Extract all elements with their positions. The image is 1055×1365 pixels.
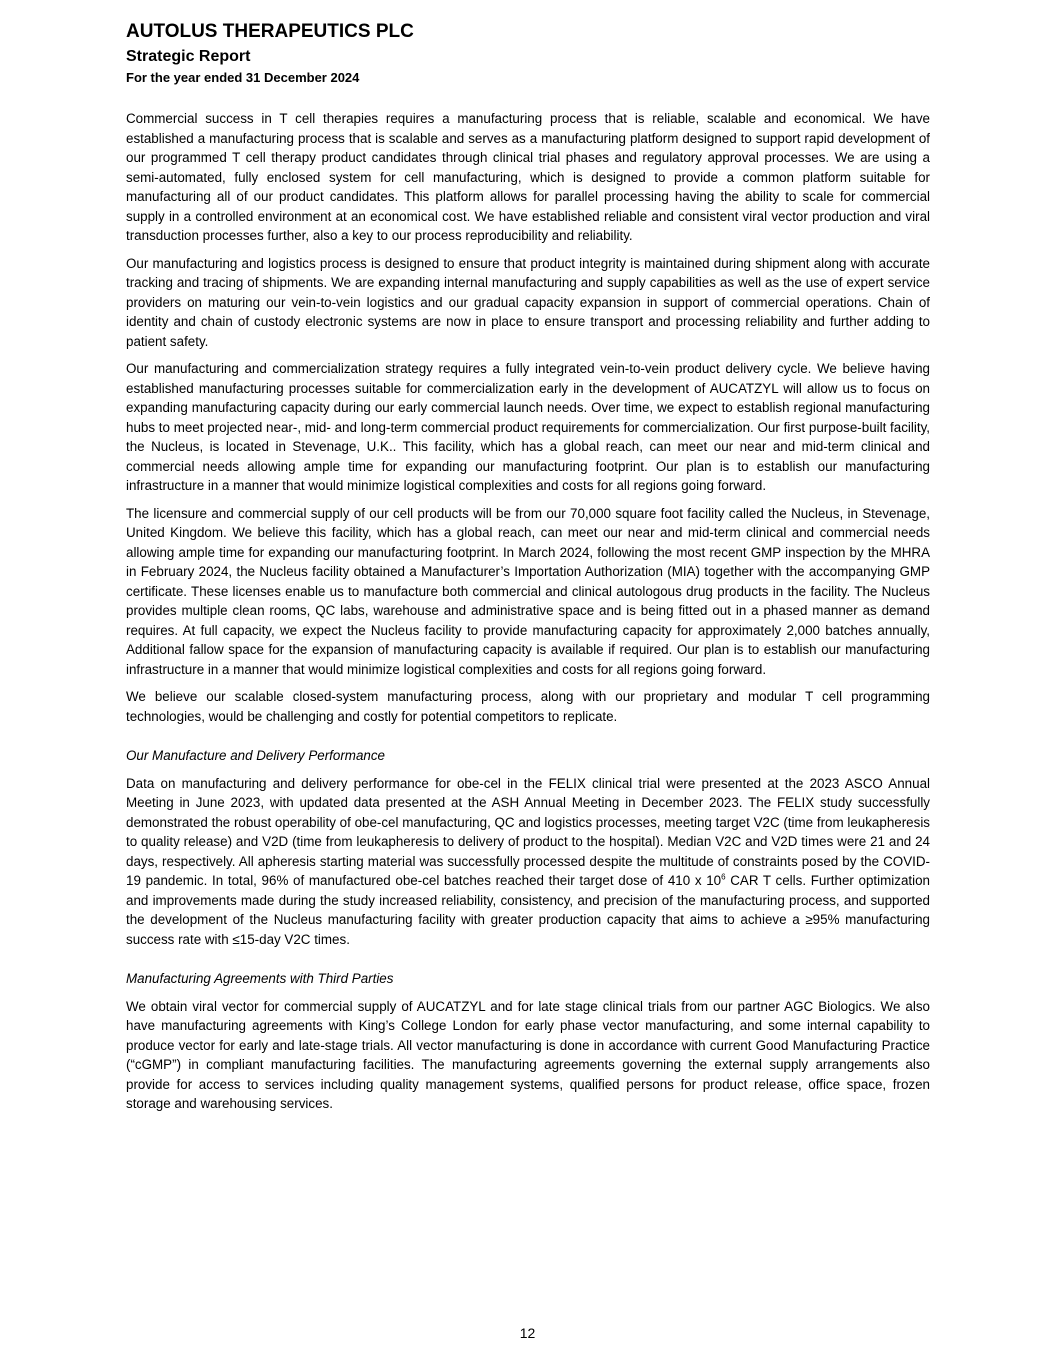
report-page (126, 20, 930, 1122)
paragraph-performance (126, 774, 930, 950)
paragraph-nucleus-facility: The licensure and commercial supply of our cell products will be from our 70,000 square foot facility called the Nucleus, in Stevenage, United Kingdom. We believe this facility, which has a global reach, can meet our near and mid-term clinical and commercial needs allowing ample time for expanding our manufacturing footprint. In March 2024, following the most recent GMP inspection by the MHRA in February 2024, the Nucleus facility obtained a Manufacturer’s Importation Authorization (MIA) together with the accompanying GMP certificate. These licenses enable us to manufacture both commercial and clinical autologous drug products in the facility. The Nucleus provides multiple clean rooms, QC labs, warehouse and administrative space and is being fitted out in a phased manner as demand requires. At full capacity, we expect the Nucleus facility to provide manufacturing capacity for approximately 2,000 batches annually, Additional fallow space for the expansion of manufacturing capacity is available if required. Our plan is to establish our manufacturing infrastructure in a manner that would minimize logistical complexities and costs for all regions going forward. (126, 505, 930, 677)
paragraph-agreements: We obtain viral vector for commercial supply of AUCATZYL and for late stage clinical trials from our partner AGC Biologics. We also have manufacturing agreements with King’s College London for early phase vector manufacturing, and some internal capability to produce vector for early and late-stage trials. All vector manufacturing is done in accordance with current Good Manufacturing Practice (“cGMP”) in compliant manufacturing facilities. The manufacturing agreements governing the external supply arrangements also provide for access to services including quality management systems, qualified persons for product release, office space, frozen storage and warehousing services. (126, 998, 930, 1111)
section-heading-performance: Our Manufacture and Delivery Performance (126, 748, 385, 763)
paragraph-closed-system: We believe our scalable closed-system manufacturing process, along with our proprietary and modular T cell programming technologies, would be challenging and costly for potential competitors to replicate. (126, 689, 930, 724)
performance-text-part-2: CAR T cells. Further optimization and improvements made during the study increased reliability, consistency, and precision of the manufacturing process, and supported the development of the Nucleus manufacturing facility with greater production capacity that aims to achieve a ≥95% manufacturing success rate with ≤15-day V2C times. (126, 873, 930, 947)
exponent: 6 (721, 872, 726, 882)
report-period: For the year ended 31 December 2024 (126, 70, 360, 85)
performance-text-part-1: Data on manufacturing and delivery performance for obe-cel in the FELIX clinical trial were presented at the 2023 ASCO Annual Meeting in June 2023, with updated data presented at the ASH Annual Meeting in December 2023. The FELIX study successfully demonstrated the robust operability of obe-cel manufacturing, QC and logistics processes, meeting target V2C (time from leukapheresis to quality release) and V2D (time from leukapheresis to delivery of product to the hospital). Median V2C and V2D times were 21 and 24 days, respectively. All apheresis starting material was successfully processed despite the multitude of constraints posed by the COVID-19 pandemic. In total, 96% of manufactured obe-cel batches reached their target dose of 410 x 10 (126, 775, 930, 888)
report-title: Strategic Report (126, 48, 251, 65)
section-heading-agreements: Manufacturing Agreements with Third Parties (126, 971, 394, 986)
page-number: 12 (519, 1325, 536, 1341)
report-body (126, 109, 930, 1114)
paragraph-manufacturing-process: Commercial success in T cell therapies requires a manufacturing process that is reliable, scalable and economical. We have established a manufacturing process that is scalable and serves as a manufacturing platform designed to support rapid development of our programmed T cell therapy product candidates through clinical trial phases and regulatory approval processes. We are using a semi-automated, fully enclosed system for cell manufacturing, which is designed to provide a common platform suitable for manufacturing all of our product candidates. This platform allows for parallel processing having the ability to scale for commercial supply in a controlled environment at an economical cost. We have established reliable and consistent viral vector production and viral transduction processes further, also a key to our process reproducibility and reliability. (126, 111, 930, 243)
paragraph-logistics: Our manufacturing and logistics process is designed to ensure that product integrity is maintained during shipment along with accurate tracking and tracing of shipments. We are expanding internal manufacturing and supply capabilities as well as the use of expert service providers on maturing our vein-to-vein logistics and our gradual capacity expansion in support of commercial operations. Chain of identity and chain of custody electronic systems are now in place to ensure transport and processing reliability and further adding to patient safety. (126, 255, 930, 349)
paragraph-commercialization-strategy: Our manufacturing and commercialization strategy requires a fully integrated vein-to-vein product delivery cycle. We believe having established manufacturing processes suitable for commercialization early in the development of AUCATZYL will allow us to focus on expanding manufacturing capacity during our early commercial launch needs. Over time, we expect to establish regional manufacturing hubs to meet projected near-, mid- and long-term commercial product requirements for commercialization. Our first purpose-built facility, the Nucleus, is located in Stevenage, U.K.. This facility, which has a global reach, can meet our near and mid-term clinical and commercial needs allowing ample time for expanding our manufacturing footprint. Our plan is to establish our manufacturing infrastructure in a manner that would minimize logistical complexities and costs for all regions going forward. (126, 361, 930, 493)
company-name: AUTOLUS THERAPEUTICS PLC (126, 21, 414, 42)
